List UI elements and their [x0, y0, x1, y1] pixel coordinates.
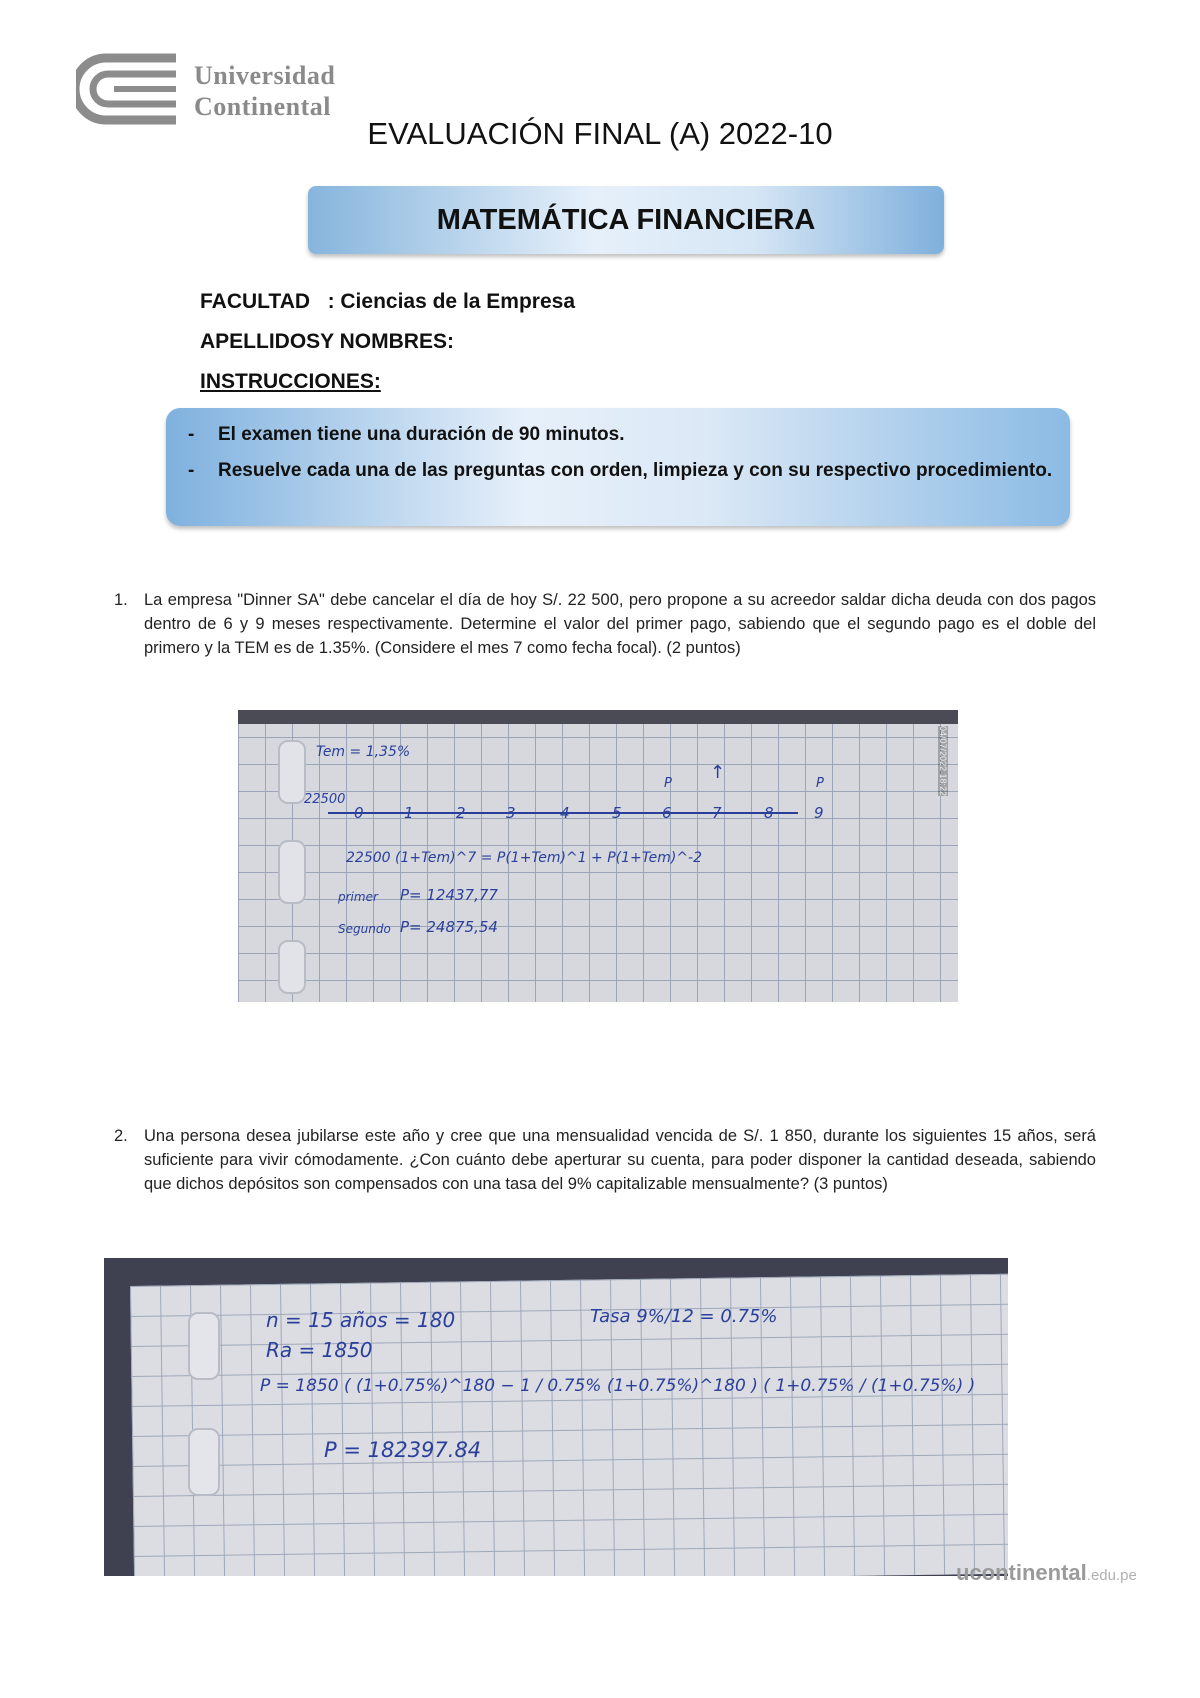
exam-title: EVALUACIÓN FINAL (A) 2022-10 — [367, 116, 833, 151]
logo-line-1: Universidad — [194, 61, 336, 90]
photo-timestamp: 04/07/2022 18:22 — [938, 726, 948, 797]
second-label: Segundo — [338, 922, 391, 936]
result: P = 182397.84 — [324, 1438, 482, 1462]
arrow-up-icon: ↑ — [710, 762, 726, 783]
instructions-label: INSTRUCCIONES: — [200, 370, 381, 393]
timeline-label: 0 — [354, 804, 364, 822]
timeline-label: 4 — [560, 804, 570, 822]
subject-title: MATEMÁTICA FINANCIERA — [436, 203, 816, 236]
names-label: APELLIDOSY NOMBRES: — [200, 330, 454, 353]
question-1 — [114, 588, 1096, 660]
equation: 22500 (1+Tem)^7 = P(1+Tem)^1 + P(1+Tem)^-2 — [346, 850, 703, 866]
university-name — [194, 60, 335, 122]
payment-line: Ra = 1850 — [266, 1338, 373, 1362]
faculty-value: : Ciencias de la Empresa — [327, 290, 576, 313]
footer-brand-name: ucontinental — [956, 1560, 1087, 1585]
subject-banner — [308, 186, 944, 254]
question-2 — [114, 1124, 1096, 1196]
answer-1-photo — [238, 710, 958, 1002]
instruction-text: El examen tiene una duración de 90 minutos. — [218, 424, 625, 445]
instruction-item — [188, 460, 1052, 482]
first-value: P= 12437,77 — [400, 886, 498, 904]
rate-line: Tasa 9%/12 = 0.75% — [590, 1306, 778, 1327]
instruction-dash: - — [188, 424, 195, 445]
question-number: 2. — [114, 1127, 128, 1145]
payment-label: P — [816, 776, 824, 791]
payment-label: P — [664, 776, 672, 791]
periods-line: n = 15 años = 180 — [266, 1308, 456, 1332]
question-number: 1. — [114, 591, 128, 609]
answer-2-photo — [104, 1258, 1008, 1576]
timeline-label: 5 — [612, 804, 622, 822]
timeline-label: 3 — [506, 804, 516, 822]
timeline-label: 7 — [712, 804, 722, 822]
footer-domain: .edu.pe — [1086, 1567, 1137, 1584]
footer-brand — [956, 1560, 1137, 1586]
second-value: P= 24875,54 — [400, 918, 498, 936]
debt-amount: 22500 — [304, 792, 346, 807]
timeline-label: 8 — [764, 804, 774, 822]
faculty-label: FACULTAD — [200, 290, 311, 313]
instruction-text: Resuelve cada una de las preguntas con orden, limpieza y con su respectivo procedimiento. — [218, 460, 1053, 481]
question-text: La empresa "Dinner SA" debe cancelar el día de hoy S/. 22 500, pero propone a su acreedor saldar dicha deuda con dos pagos dentro de 6 y 9 meses respectivamente. Determine el valor del primer pago, sabiendo que el segundo pago es el doble del primero y la TEM es de 1.35%. (Considere el mes 7 como fecha focal). (2 puntos) — [144, 591, 1096, 657]
instruction-item — [188, 424, 625, 446]
timeline-label: 6 — [662, 804, 672, 822]
instruction-dash: - — [188, 460, 195, 481]
question-text: Una persona desea jubilarse este año y cree que una mensualidad vencida de S/. 1 850, durante los siguientes 15 años, será suficiente para vivir cómodamente. ¿Con cuánto debe aperturar su cuenta, para poder disponer la cantidad deseada, sabiendo que dichos depósitos son compensados con una tasa del 9% capitalizable mensualmente? (3 puntos) — [144, 1127, 1096, 1193]
first-label: primer — [338, 890, 378, 904]
timeline-label: 1 — [404, 804, 414, 822]
annuity-formula: P = 1850 ( (1+0.75%)^180 − 1 / 0.75% (1+0.75%)^180 ) ( 1+0.75% / (1+0.75%) ) — [260, 1376, 976, 1396]
timeline-label: 2 — [456, 804, 466, 822]
logo-line-2: Continental — [194, 92, 331, 121]
faculty-line — [200, 290, 575, 314]
timeline-label: 9 — [814, 804, 824, 822]
tem-note: Tem = 1,35% — [316, 744, 411, 760]
university-logo-icon — [76, 52, 180, 126]
